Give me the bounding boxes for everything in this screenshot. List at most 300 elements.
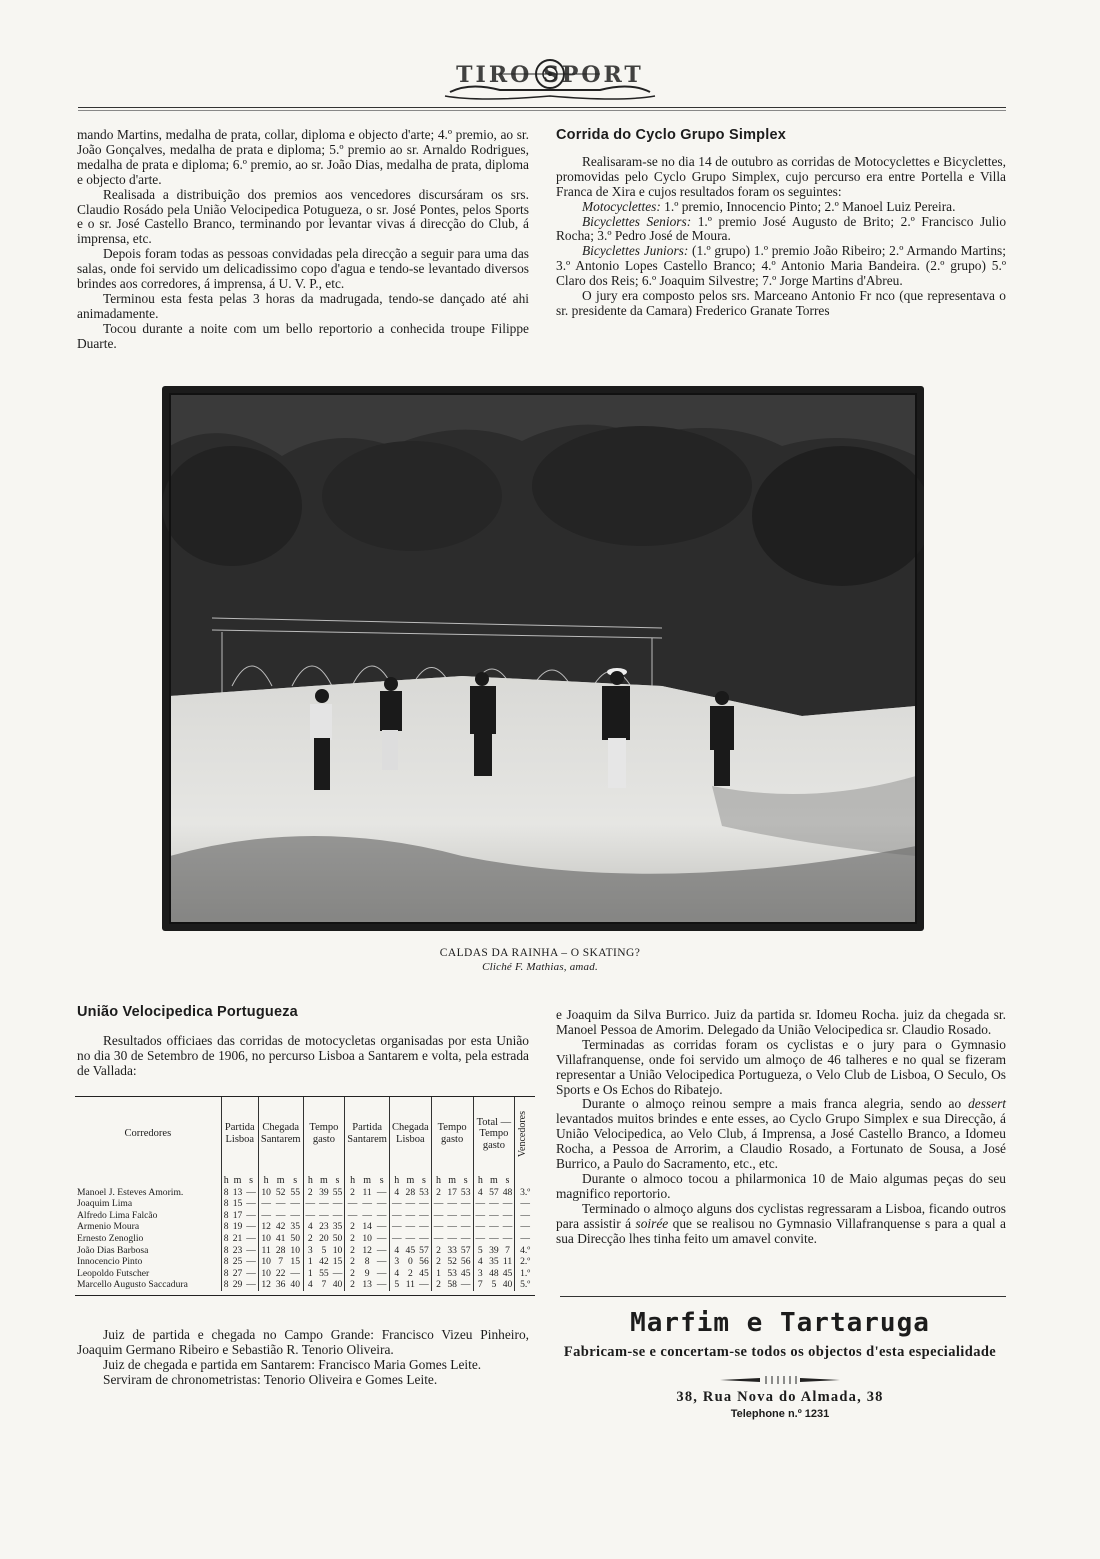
time-cell: 2 [350, 1256, 355, 1268]
caption-title: CALDAS DA RAINHA – O SKATING? [439, 947, 641, 959]
winner-place: 5.º [520, 1279, 531, 1291]
time-cell: — [459, 1279, 473, 1291]
time-cell: — [244, 1256, 258, 1268]
unit-cell: h [394, 1175, 400, 1186]
time-cell: 40 [331, 1279, 345, 1291]
time-cell: 55 [331, 1187, 345, 1199]
unit-cell: h [350, 1175, 356, 1186]
article-heading: União Velocipedica Portugueza [77, 1004, 298, 1020]
time-cell: 10 [331, 1245, 345, 1257]
paragraph: Durante o almoco tocou a philarmonica 10 de Maio algumas peças do seu magnifico reportorio. [556, 1170, 1006, 1201]
time-cell: 2 [350, 1244, 355, 1256]
time-cell: 8 [223, 1186, 229, 1198]
unit-cell: h [263, 1175, 269, 1186]
time-cell: 10 [261, 1232, 271, 1244]
time-cell: — [391, 1198, 402, 1210]
time-cell: 2 [436, 1256, 441, 1268]
col-tempo-gasto-2: Tempo gasto [431, 1097, 473, 1171]
time-cell: — [447, 1221, 457, 1233]
time-cell: 2 [407, 1267, 413, 1279]
time-cell: — [417, 1221, 431, 1233]
table-row [75, 1256, 535, 1268]
table-row [75, 1245, 535, 1257]
winner-place: 1.º [520, 1267, 531, 1279]
category-label: Bicyclettes Seniors: [582, 213, 692, 229]
time-cell: — [244, 1279, 258, 1291]
ad-telephone: Telephone n.º 1231 [730, 1408, 830, 1420]
col-partida-santarem: Partida Santarem [345, 1097, 390, 1171]
time-cell: 15 [232, 1198, 243, 1210]
time-cell: 2 [350, 1221, 355, 1233]
paragraph: Juiz de chegada e partida em Santarem: Francisco Maria Gomes Leite. [103, 1356, 482, 1372]
article-right-top [556, 128, 1006, 319]
table-row [75, 1268, 535, 1280]
paragraph: e Joaquim da Silva Burrico. Juiz da partida sr. Idomeu Rocha. juiz da chegada sr. Manoel Pessoa de Amorim. Delegado da União Velocipedica sr. Claudio Rosado. [556, 1007, 1006, 1037]
time-cell: — [501, 1198, 515, 1210]
time-cell: 39 [319, 1186, 329, 1198]
ad-subtitle: Fabricam-se e concertam-se todos os objectos d'esta especialidade [563, 1344, 997, 1360]
time-cell: 10 [261, 1256, 271, 1268]
time-cell: 35 [288, 1221, 303, 1233]
time-cell: 19 [232, 1221, 243, 1233]
time-cell: — [417, 1233, 431, 1245]
time-cell: — [288, 1268, 303, 1280]
time-cell: 53 [459, 1187, 473, 1199]
time-cell: 8 [364, 1256, 370, 1268]
time-cell: 5 [321, 1244, 327, 1256]
time-cell: 42 [275, 1221, 286, 1233]
time-cell: 53 [417, 1187, 431, 1199]
time-cell: — [447, 1232, 457, 1244]
category-label: Motocyclettes: [582, 198, 661, 214]
time-cell: — [417, 1210, 431, 1222]
paragraph: mando Martins, medalha de prata, collar, diploma e objecto d'arte; 4.º premio, ao sr. João Gonçalves, medalha de prata e diploma; 5.º premio ao sr. Arnaldo Rodrigues, medalha de prata e diploma; 6.º premio, ao sr. João Dias, medalha de prata, diploma e objecto d'arte. [77, 127, 529, 187]
time-cell: — [475, 1221, 486, 1233]
time-cell: 27 [232, 1267, 243, 1279]
runner-name: João Dias Barbosa [75, 1245, 221, 1257]
time-cell: — [489, 1198, 499, 1210]
time-cell: — [489, 1209, 499, 1221]
time-cell: — [288, 1198, 303, 1210]
time-cell: — [433, 1209, 444, 1221]
time-cell: 2 [350, 1267, 355, 1279]
category-label: Bicyclettes Juniors: [582, 243, 689, 259]
time-cell: — [374, 1198, 389, 1210]
paragraph: Terminou esta festa pelas 3 horas da madrugada, tendo-se dançado até ahi animadamente. [77, 290, 529, 321]
time-cell: 2 [350, 1186, 355, 1198]
time-cell: — [362, 1209, 372, 1221]
time-cell: 56 [459, 1256, 473, 1268]
time-cell: 20 [319, 1232, 329, 1244]
time-cell: — [501, 1210, 515, 1222]
unit-cell: h [223, 1175, 229, 1186]
unit-cell: s [244, 1171, 258, 1187]
time-cell: — [331, 1210, 345, 1222]
time-cell: 10 [261, 1267, 271, 1279]
time-cell: 15 [331, 1256, 345, 1268]
time-cell: 35 [331, 1221, 345, 1233]
time-cell: 55 [319, 1267, 329, 1279]
time-cell: 1 [307, 1256, 313, 1268]
unit-cell: m [490, 1175, 498, 1186]
unit-cell: m [363, 1175, 371, 1186]
time-cell: 7 [501, 1245, 515, 1257]
time-cell: 57 [417, 1245, 431, 1257]
paragraph: Resultados officiaes das corridas de motocycletas organisadas por esta União no dia 30 de Setembro de 1906, no percurso Lisboa a Santarem e volta, pela estrada de Vallada: [77, 1032, 529, 1078]
time-cell: — [501, 1221, 515, 1233]
paragraph [556, 244, 1006, 289]
time-cell: — [305, 1198, 316, 1210]
time-cell: — [459, 1221, 473, 1233]
col-chegada-lisboa: Chegada Lisboa [389, 1097, 431, 1171]
time-cell: — [459, 1210, 473, 1222]
time-cell: 4 [477, 1256, 483, 1268]
time-cell: 28 [405, 1186, 416, 1198]
time-cell: 33 [447, 1244, 457, 1256]
paragraph: O jury era composto pelos srs. Marceano Antonio Fr nco (que representava o sr. presidente da Camara) Frederico Granate Torres [556, 288, 1006, 318]
unit-cell: h [436, 1175, 442, 1186]
time-cell: — [374, 1233, 389, 1245]
unit-cell: s [417, 1171, 431, 1187]
time-cell: — [261, 1198, 271, 1210]
time-cell: 8 [223, 1221, 229, 1233]
result-text: 1.º premio, Innocencio Pinto; 2.º Manoel Luiz Pereira. [660, 198, 956, 214]
paragraph [556, 215, 1006, 245]
unit-cell: s [501, 1171, 515, 1187]
time-cell: — [288, 1210, 303, 1222]
time-cell: 9 [364, 1267, 370, 1279]
time-cell: 8 [223, 1198, 229, 1210]
time-cell: 11 [405, 1279, 415, 1291]
time-cell: 56 [417, 1256, 431, 1268]
time-cell: 45 [417, 1268, 431, 1280]
winner-place: — [520, 1221, 530, 1233]
time-cell: 2 [350, 1232, 355, 1244]
time-cell: 3 [307, 1244, 313, 1256]
time-cell: — [475, 1198, 486, 1210]
time-cell: — [391, 1221, 402, 1233]
time-cell: 5 [477, 1244, 483, 1256]
table-row [75, 1198, 535, 1210]
unit-cell: m [276, 1175, 285, 1186]
time-cell: 4 [307, 1221, 313, 1233]
paragraph: Serviram de chronometristas: Tenorio Oliveira e Gomes Leite. [103, 1371, 438, 1387]
time-cell: — [261, 1209, 271, 1221]
emphasis: soirée [635, 1215, 669, 1231]
time-cell: — [501, 1233, 515, 1245]
col-partida-lisboa: Partida Lisboa [221, 1097, 258, 1171]
time-cell: 4 [394, 1244, 400, 1256]
runner-name: Manoel J. Esteves Amorim. [75, 1187, 221, 1199]
time-cell: — [374, 1210, 389, 1222]
paragraph [556, 200, 1006, 215]
result-text: 1.º premio José Augusto de Brito; 2.º Francisco Julio Rocha; 3.º Pedro José de Moura. [556, 213, 1007, 244]
time-cell: 48 [489, 1267, 499, 1279]
time-cell: 42 [319, 1256, 329, 1268]
time-cell: 13 [232, 1186, 243, 1198]
units-blank [515, 1171, 535, 1187]
unit-cell: s [459, 1171, 473, 1187]
advertisement [555, 1308, 1005, 1420]
time-cell: 2 [436, 1244, 441, 1256]
time-cell: 4 [394, 1186, 400, 1198]
text-span: que se realisou no Gymnasio Villafranquense s para a qual a sua Direcção lhes tinha feito um amavel convite. [556, 1215, 1006, 1246]
time-cell: — [433, 1198, 444, 1210]
caption-credit: Cliché F. Mathias, amad. [482, 961, 598, 973]
masthead-logo [440, 52, 660, 102]
col-total: Total — Tempo gasto [473, 1097, 515, 1171]
winner-place: 4.º [520, 1244, 531, 1256]
time-cell: 5 [394, 1279, 400, 1291]
time-cell: 11 [501, 1256, 515, 1268]
time-cell: 11 [362, 1186, 372, 1198]
time-cell: 1 [436, 1267, 441, 1279]
winner-place: 2.º [520, 1256, 531, 1268]
time-cell: 17 [447, 1186, 457, 1198]
time-cell: 10 [261, 1186, 271, 1198]
time-cell: 40 [501, 1279, 515, 1291]
time-cell: 12 [362, 1244, 372, 1256]
text-span: Durante o almoço reinou sempre a mais franca alegria, sendo ao [582, 1096, 969, 1112]
time-cell: — [244, 1245, 258, 1257]
time-cell: 14 [362, 1221, 372, 1233]
article-left-bottom [77, 1005, 529, 1079]
unit-cell: h [477, 1175, 483, 1186]
time-cell: 45 [501, 1268, 515, 1280]
time-cell: — [459, 1198, 473, 1210]
time-cell: 45 [459, 1268, 473, 1280]
time-cell: — [347, 1198, 358, 1210]
table-row [75, 1210, 535, 1222]
time-cell: 1 [307, 1267, 313, 1279]
unit-cell: m [233, 1175, 242, 1186]
runner-name: Marcello Augusto Saccadura [75, 1279, 221, 1291]
time-cell: 39 [489, 1244, 499, 1256]
time-cell: 55 [288, 1187, 303, 1199]
runner-name: Joaquim Lima [75, 1198, 221, 1210]
time-cell: — [374, 1245, 389, 1257]
runner-name: Leopoldo Futscher [75, 1268, 221, 1280]
time-cell: — [475, 1209, 486, 1221]
time-cell: — [244, 1221, 258, 1233]
time-cell: — [319, 1209, 329, 1221]
time-cell: 57 [489, 1186, 499, 1198]
article-right-bottom [556, 1008, 1006, 1247]
time-cell: — [305, 1209, 316, 1221]
time-cell: 4 [394, 1267, 400, 1279]
time-cell: — [362, 1198, 372, 1210]
time-cell: 58 [447, 1279, 457, 1291]
runner-name: Armenio Moura [75, 1221, 221, 1233]
time-cell: 11 [261, 1244, 271, 1256]
time-cell: — [433, 1221, 444, 1233]
time-cell: 8 [223, 1267, 229, 1279]
time-cell: 3 [477, 1267, 483, 1279]
masthead-rule-thin [78, 110, 1006, 111]
time-cell: 4 [307, 1279, 313, 1291]
paragraph: Depois foram todas as pessoas convidadas pela direcção a seguir para uma das salas, onde foi servido um delicadissimo copo d'agua e tendo-se levantado diversos brindes aos corredores, á imprensa, á U. V. P., etc. [77, 246, 529, 292]
results-table [75, 1096, 535, 1296]
winner-place: — [520, 1209, 530, 1221]
time-cell: — [447, 1198, 457, 1210]
col-tempo-gasto-1: Tempo gasto [303, 1097, 345, 1171]
result-text: (1.º grupo) 1.º premio João Ribeiro; 2.º Armando Martins; 3.º Antonio Lopes Castello Branco; 4.º Antonio Maria Bandeira. (2.º grupo) 5.º Claro dos Reis; 6.º Joaquim Silvestre; 7.º Jorge Martins d'Abreu. [556, 243, 1006, 289]
time-cell: 2 [350, 1279, 355, 1291]
time-cell: 36 [275, 1279, 286, 1291]
vencedores-label: Vencedores [517, 1110, 529, 1158]
time-cell: 25 [232, 1256, 243, 1268]
time-cell: — [433, 1232, 444, 1244]
unit-cell: s [331, 1171, 345, 1187]
time-cell: 15 [288, 1256, 303, 1268]
table-row [75, 1221, 535, 1233]
article-left-top [77, 128, 529, 352]
time-cell: — [374, 1279, 389, 1291]
time-cell: — [405, 1198, 416, 1210]
time-cell: — [244, 1233, 258, 1245]
time-cell: 17 [232, 1209, 243, 1221]
paragraph: Juiz de partida e chegada no Campo Grande: Francisco Vizeu Pinheiro, Joaquim Germano Ribeiro e Sebastião R. Tenorio Oliveira. [77, 1327, 529, 1357]
time-cell: 10 [362, 1232, 372, 1244]
time-cell: 22 [275, 1267, 286, 1279]
time-cell: — [405, 1209, 416, 1221]
unit-cell: s [288, 1171, 303, 1187]
text-span: Terminado o almoço alguns dos cyclistas regressaram a Lisboa, ficando outros para assistir á [556, 1200, 1006, 1231]
time-cell: 29 [232, 1279, 243, 1291]
time-cell: — [244, 1210, 258, 1222]
time-cell: 35 [489, 1256, 499, 1268]
time-cell: — [391, 1209, 402, 1221]
ad-address: 38, Rua Nova do Almada, 38 [676, 1389, 884, 1405]
article-left-bottom-notes [77, 1328, 529, 1388]
time-cell: — [347, 1209, 358, 1221]
unit-cell: m [320, 1175, 328, 1186]
paragraph [556, 1097, 1006, 1172]
ad-rule [560, 1296, 1006, 1297]
time-cell: 48 [501, 1187, 515, 1199]
table-row [75, 1187, 535, 1199]
paragraph [556, 1202, 1006, 1247]
time-cell: 2 [436, 1186, 441, 1198]
skating-photograph [162, 386, 924, 931]
article-heading: Corrida do Cyclo Grupo Simplex [556, 127, 786, 143]
time-cell: 52 [447, 1256, 457, 1268]
time-cell: 45 [405, 1244, 416, 1256]
time-cell: 52 [275, 1186, 286, 1198]
time-cell: 8 [223, 1279, 229, 1291]
time-cell: 53 [447, 1267, 457, 1279]
paragraph: Realisada a distribuição dos premios aos vencedores discursáram os srs. Claudio Rosádo pela União Velocipedica Potugueza, o sr. José Pontes, pelos Sports e o sr. José Castello Branco, terminando por levantar vivas á direcção do Club, á imprensa, etc. [77, 186, 529, 247]
time-cell: 10 [288, 1245, 303, 1257]
winner-place: — [520, 1198, 530, 1210]
col-vencedores [515, 1097, 535, 1171]
runner-name: Innocencio Pinto [75, 1256, 221, 1268]
time-cell: 8 [223, 1256, 229, 1268]
time-cell: — [331, 1198, 345, 1210]
col-chegada-santarem: Chegada Santarem [258, 1097, 303, 1171]
runner-name: Alfredo Lima Falcão [75, 1210, 221, 1222]
units-blank [75, 1171, 221, 1187]
time-cell: 2 [307, 1232, 313, 1244]
time-cell: 23 [232, 1244, 243, 1256]
table-row [75, 1279, 535, 1291]
time-cell: 8 [223, 1244, 229, 1256]
time-cell: 8 [223, 1209, 229, 1221]
runner-name: Ernesto Zenoglio [75, 1233, 221, 1245]
table-row [75, 1233, 535, 1245]
time-cell: — [447, 1209, 457, 1221]
time-cell: — [489, 1232, 499, 1244]
masthead-title: TIRO SPORT [456, 62, 644, 88]
paragraph: Terminadas as corridas foram os cyclistas e o jury para o Gymnasio Villafranquense, onde foi servido um almoço de 46 talheres e no qual se fizeram representar a União Velocipedica Portugueza, o Velo Club de Lisboa, O Seculo, Os Sports e Os Echos do Ribatejo. [556, 1036, 1006, 1097]
winner-place: 3.º [520, 1186, 531, 1198]
time-cell: — [417, 1198, 431, 1210]
time-cell: — [374, 1256, 389, 1268]
time-cell: 0 [407, 1256, 413, 1268]
time-cell: — [405, 1221, 416, 1233]
time-cell: 12 [261, 1279, 271, 1291]
time-cell: — [489, 1221, 499, 1233]
time-cell: 7 [477, 1279, 483, 1291]
time-cell: 50 [331, 1233, 345, 1245]
time-cell: — [459, 1233, 473, 1245]
time-cell: — [374, 1268, 389, 1280]
unit-cell: m [406, 1175, 415, 1186]
time-cell: — [475, 1232, 486, 1244]
time-cell: — [244, 1268, 258, 1280]
time-cell: 7 [278, 1256, 284, 1268]
units-row [75, 1171, 535, 1187]
ad-title: Marfim e Tartaruga [630, 1308, 930, 1338]
time-cell: 57 [459, 1245, 473, 1257]
time-cell: 13 [362, 1279, 372, 1291]
time-cell: — [391, 1232, 402, 1244]
time-cell: 40 [288, 1279, 303, 1291]
time-cell: 41 [275, 1232, 286, 1244]
time-cell: 2 [436, 1279, 441, 1291]
time-cell: 4 [477, 1186, 483, 1198]
time-cell: — [244, 1198, 258, 1210]
time-cell: 5 [491, 1279, 497, 1291]
text-span: levantados muitos brindes e ente esses, ao Cyclo Grupo Simplex e sua Direcção, á União Velocipedica, ao Velo Club, á Imprensa, a José Castello Branco, a Idomeu Rocha, a Pessoa de Arrorim, a Claudio Rosado, a Fortunato de Sousa, a José Burrico, a Paulo do Sacramento, etc., etc. [556, 1111, 1006, 1172]
time-cell: — [374, 1221, 389, 1233]
time-cell: — [417, 1279, 431, 1291]
photo-caption [300, 946, 780, 974]
time-cell: 3 [394, 1256, 400, 1268]
time-cell: 23 [319, 1221, 329, 1233]
col-corredores: Corredores [75, 1097, 221, 1171]
unit-cell: s [374, 1171, 389, 1187]
unit-cell: h [307, 1175, 313, 1186]
time-cell: 21 [232, 1232, 243, 1244]
emphasis: dessert [968, 1096, 1006, 1112]
time-cell: 2 [307, 1186, 313, 1198]
time-cell: 12 [261, 1221, 271, 1233]
time-cell: 8 [223, 1232, 229, 1244]
time-cell: 7 [321, 1279, 327, 1291]
time-cell: — [331, 1268, 345, 1280]
time-cell: — [374, 1187, 389, 1199]
masthead-rule [78, 107, 1006, 108]
ad-ornament [720, 1371, 840, 1377]
paragraph: Tocou durante a noite com um bello reportorio a conhecida troupe Filippe Duarte. [77, 320, 529, 351]
time-cell: — [319, 1198, 329, 1210]
time-cell: — [244, 1187, 258, 1199]
time-cell: 50 [288, 1233, 303, 1245]
paragraph: Realisaram-se no dia 14 de outubro as corridas de Motocyclettes e Bicyclettes, promovidas pelo Cyclo Grupo Simplex, cujo percurso era entre Portella e Villa Franca de Xira e cujos resultados foram os seguintes: [556, 153, 1006, 199]
time-cell: — [275, 1198, 286, 1210]
winner-place: — [520, 1232, 530, 1244]
